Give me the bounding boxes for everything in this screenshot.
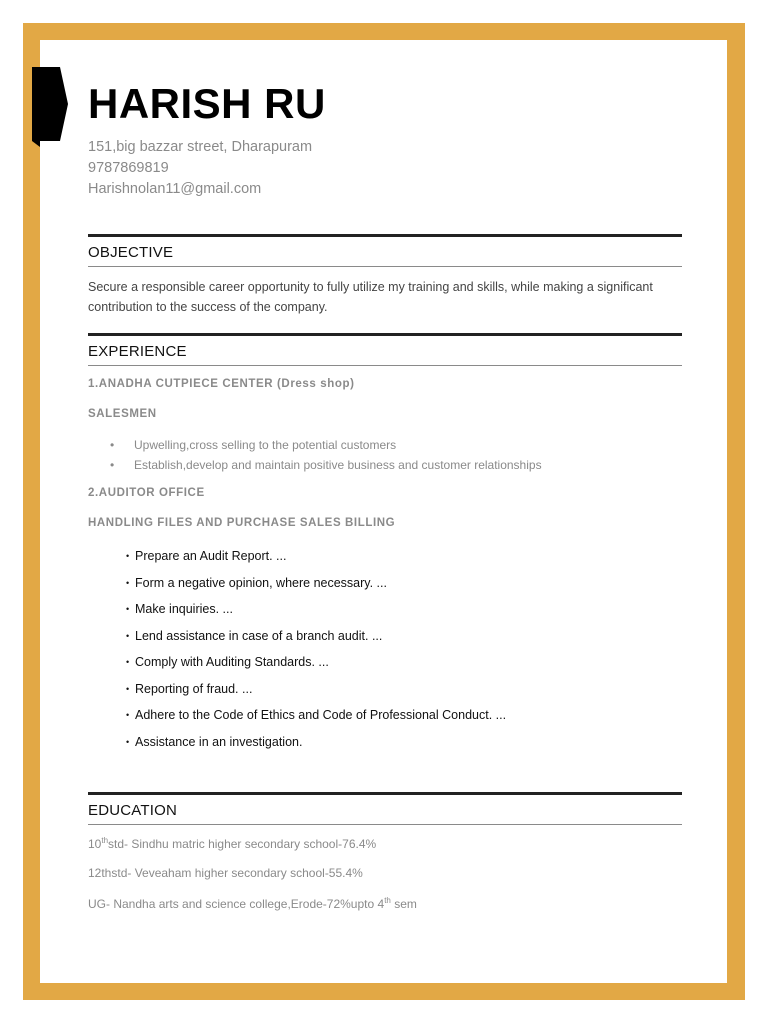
- education-item-10th: 10thstd- Sindhu matric higher secondary school-76.4%: [88, 836, 377, 851]
- education-section-header: [88, 792, 682, 825]
- education-heading: EDUCATION: [88, 802, 178, 819]
- list-item: • Establish,develop and maintain positive business and customer relationships: [110, 455, 542, 475]
- education-item-ug: UG- Nandha arts and science college,Erode-72%upto 4th sem: [88, 896, 417, 911]
- list-item: • Lend assistance in case of a branch audit. ...: [126, 623, 506, 650]
- list-item: • Form a negative opinion, where necessary. ...: [126, 570, 506, 597]
- list-item: • Prepare an Audit Report. ...: [126, 543, 506, 570]
- list-item: • Comply with Auditing Standards. ...: [126, 649, 506, 676]
- education-item-12th: 12thstd- Veveaham higher secondary school-55.4%: [88, 866, 363, 880]
- list-item: • Upwelling,cross selling to the potential customers: [110, 435, 542, 455]
- objective-text: Secure a responsible career opportunity to fully utilize my training and skills, while making a significant contribution to the success of the company.: [88, 280, 653, 314]
- contact-block: [88, 137, 312, 200]
- experience-section-header: [88, 333, 682, 366]
- job1-role: SALESMEN: [88, 408, 157, 420]
- objective-section-header: [88, 234, 682, 267]
- list-item: • Adhere to the Code of Ethics and Code of Professional Conduct. ...: [126, 702, 506, 729]
- address: 151,big bazzar street, Dharapuram: [88, 139, 313, 155]
- header-tab-shape: [32, 67, 68, 147]
- job2-role: HANDLING FILES AND PURCHASE SALES BILLING: [88, 517, 396, 529]
- job1-duties: [110, 435, 542, 475]
- job2-company: 2.AUDITOR OFFICE: [88, 487, 205, 499]
- candidate-name: HARISH RU: [88, 80, 326, 127]
- list-item: • Make inquiries. ...: [126, 596, 506, 623]
- job2-duties: [126, 543, 506, 755]
- list-item: • Assistance in an investigation.: [126, 729, 506, 756]
- phone: 9787869819: [88, 160, 169, 176]
- objective-heading: OBJECTIVE: [88, 244, 174, 261]
- experience-heading: EXPERIENCE: [88, 343, 187, 360]
- email: Harishnolan11@gmail.com: [88, 181, 262, 197]
- job1-company: 1.ANADHA CUTPIECE CENTER (Dress shop): [88, 378, 355, 390]
- list-item: • Reporting of fraud. ...: [126, 676, 506, 703]
